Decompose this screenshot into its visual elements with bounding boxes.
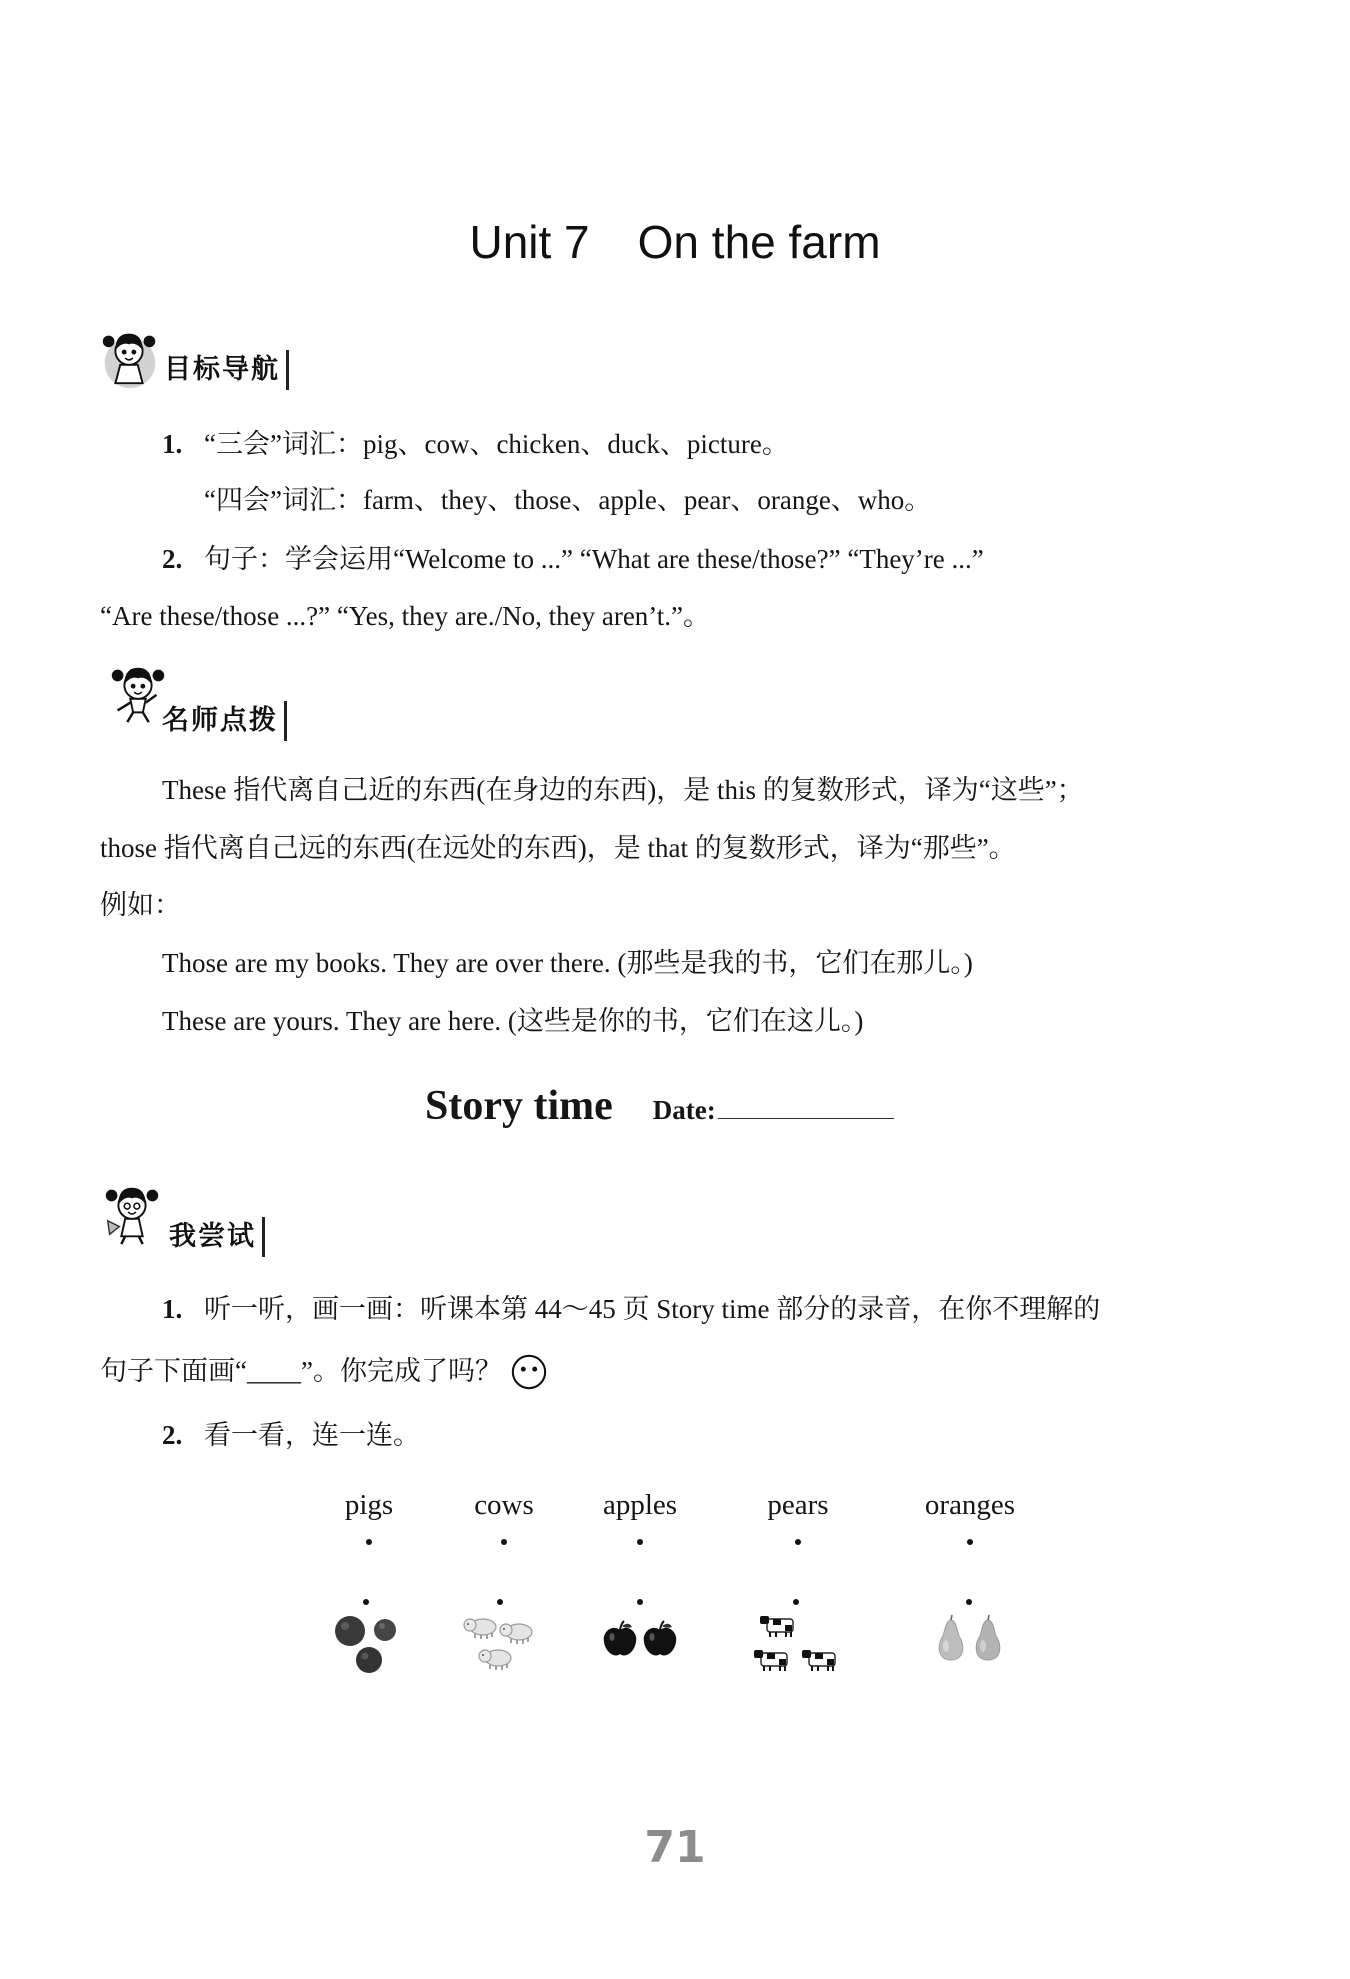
pigs-icon: [455, 1610, 545, 1680]
match-word-cows: cows: [474, 1489, 534, 1521]
cartoon-girl-icon: [95, 322, 163, 390]
story-time-heading: [425, 1080, 894, 1132]
unit-title: [0, 212, 1350, 272]
goals-item2-line1: 句子：学会运用“Welcome to ...” “What are these/those?” “They’re ...”: [204, 544, 984, 574]
pig-shape: [464, 1619, 496, 1639]
goals-item1-line2: “四会”词汇：farm、they、those、apple、pear、orange、who。: [204, 485, 932, 515]
goals-item1-line1: “三会”词汇：pig、cow、chicken、duck、picture。: [204, 429, 789, 459]
unit-name: On the farm: [637, 216, 881, 268]
match-word-pears: pears: [767, 1489, 829, 1521]
pears-icon: [924, 1610, 1014, 1680]
goals-heading: 目标导航: [164, 350, 289, 390]
word-connect-dot: [366, 1539, 372, 1545]
try-heading: 我尝试: [169, 1217, 265, 1257]
try-item1-line1: 听一听，画一画：听课本第 44～45 页 Story time 部分的录音，在你不理解的: [204, 1294, 1101, 1324]
apples-icon: [595, 1610, 685, 1680]
word-connect-dot: [967, 1539, 973, 1545]
goals-item2-number: 2.: [162, 544, 183, 574]
cartoon-girl-icon: [98, 1178, 166, 1246]
match-word-pigs: pigs: [344, 1489, 394, 1521]
picture-connect-dot: [793, 1599, 799, 1605]
pear-shape: [976, 1615, 1000, 1660]
try-item2-number: 2.: [162, 1420, 183, 1450]
cows-icon: [751, 1610, 841, 1680]
try-item1-line2: 句子下面画“____”。你完成了吗？: [100, 1356, 502, 1386]
goals-item1-number: 1.: [162, 429, 183, 459]
cow-shape: [760, 1616, 793, 1637]
date-label: Date:: [652, 1095, 716, 1125]
orange-shape: [374, 1619, 396, 1641]
picture-connect-dot: [497, 1599, 503, 1605]
orange-shape: [335, 1616, 365, 1646]
apple-shape: [644, 1621, 677, 1656]
unit-label: Unit 7: [469, 216, 590, 268]
cow-shape: [754, 1650, 787, 1671]
pig-shape: [500, 1624, 532, 1644]
tips-line: those 指代离自己远的东西(在远处的东西)，是 that 的复数形式，译为“那些”。: [100, 833, 1016, 863]
oranges-icon: [321, 1610, 411, 1680]
pig-shape: [479, 1650, 511, 1670]
match-word-oranges: oranges: [924, 1489, 1016, 1521]
goals-item2-line2: “Are these/those ...?” “Yes, they are./No, they aren’t.”。: [100, 601, 711, 631]
try-item1-line2-row: [100, 1353, 548, 1391]
picture-connect-dot: [966, 1599, 972, 1605]
apple-shape: [604, 1621, 637, 1656]
tips-line: These 指代离自己近的东西(在身边的东西)，是 this 的复数形式，译为“这些”；: [162, 775, 1084, 805]
pear-shape: [939, 1615, 963, 1660]
story-time-title: Story time: [425, 1083, 613, 1129]
try-item1-number: 1.: [162, 1294, 183, 1324]
picture-connect-dot: [363, 1599, 369, 1605]
picture-connect-dot: [637, 1599, 643, 1605]
try-item2-text: 看一看，连一连。: [204, 1420, 420, 1450]
word-connect-dot: [501, 1539, 507, 1545]
smiley-face-icon: [510, 1353, 548, 1391]
tips-example: These are yours. They are here. (这些是你的书，它们在这儿。): [162, 1006, 864, 1036]
match-word-apples: apples: [602, 1489, 678, 1521]
orange-shape: [356, 1647, 382, 1673]
word-connect-dot: [637, 1539, 643, 1545]
date-blank-line: [718, 1117, 894, 1119]
tips-heading: 名师点拨: [162, 701, 287, 741]
tips-line: 例如：: [100, 890, 181, 920]
page-number: 71: [644, 1822, 706, 1873]
word-connect-dot: [795, 1539, 801, 1545]
cow-shape: [802, 1650, 835, 1671]
tips-example: Those are my books. They are over there. (那些是我的书，它们在那儿。): [162, 948, 973, 978]
